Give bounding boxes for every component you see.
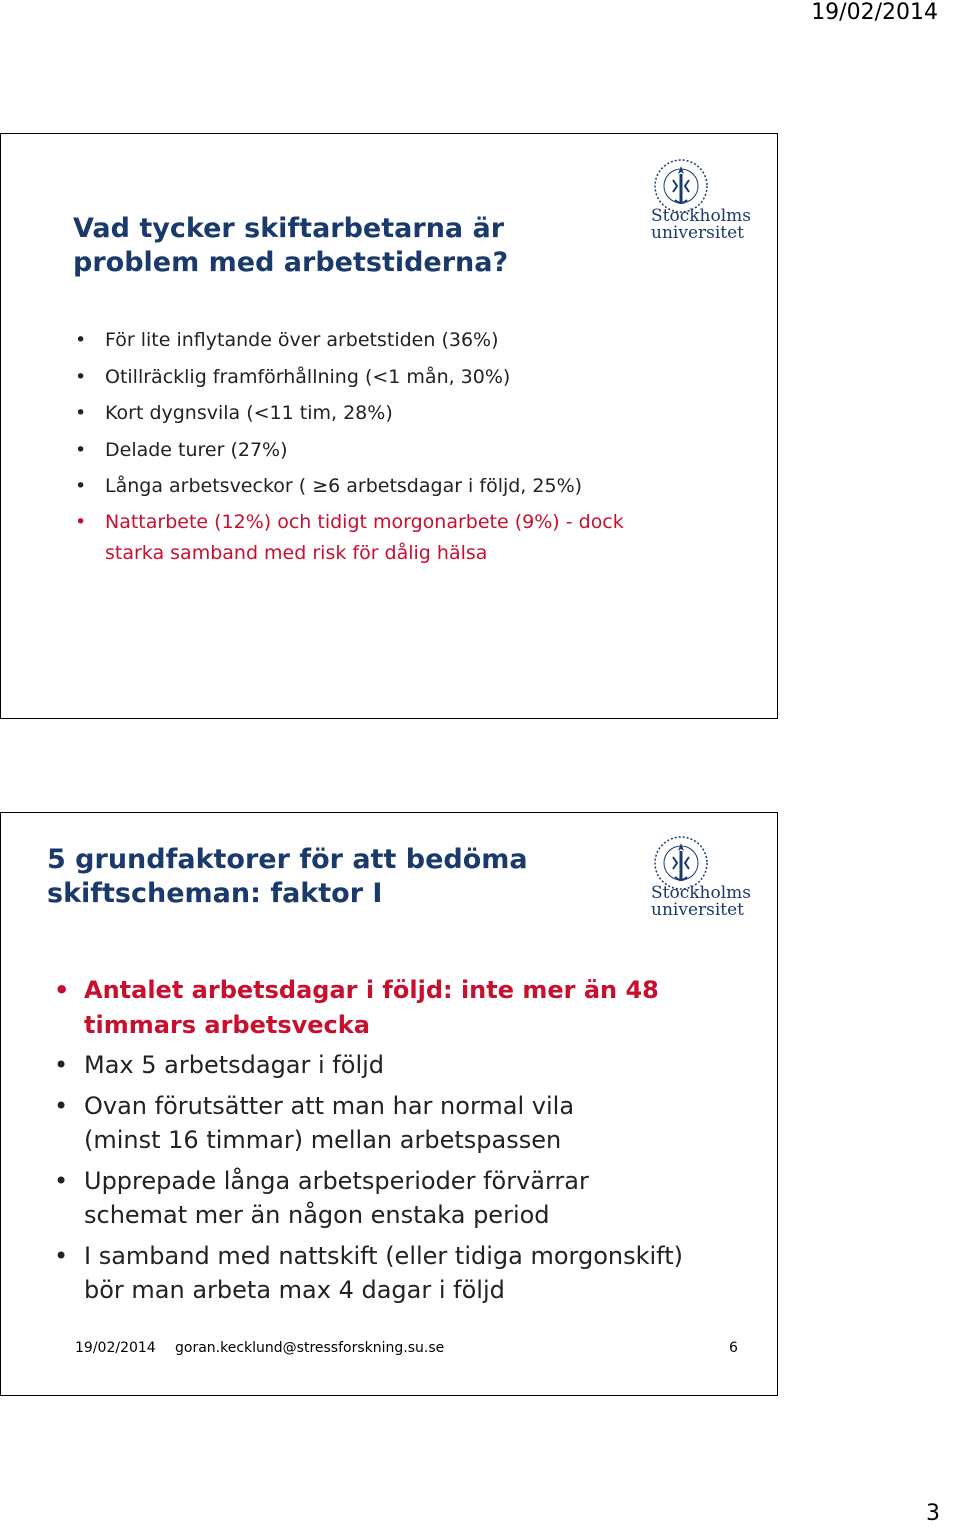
bullet-item: • Max 5 arbetsdagar i följd [84, 1048, 734, 1083]
bullet-item: • Kort dygnsvila (<11 tim, 28%) [105, 397, 725, 429]
page-number: 3 [926, 1501, 940, 1526]
footer-slide-number: 6 [729, 1340, 738, 1356]
bullet-item: • Upprepade långa arbetsperioder förvärrar schemat mer än någon enstaka period [84, 1164, 644, 1233]
bullet-list [105, 324, 725, 573]
university-logo [651, 156, 761, 246]
slide-title: 5 grundfaktorer för att bedöma skiftscheman: faktor I [47, 844, 528, 909]
page-date: 19/02/2014 [811, 0, 938, 25]
slide-title: Vad tycker skiftarbetarna är problem med arbetstiderna? [73, 213, 509, 278]
university-wordmark [651, 208, 751, 242]
bullet-item: • Ovan förutsätter att man har normal vila (minst 16 timmar) mellan arbetspassen [84, 1089, 644, 1158]
bullet-item: • Långa arbetsveckor ( ≥6 arbetsdagar i följd, 25%) [105, 470, 725, 502]
bullet-item: • För lite inflytande över arbetstiden (36%) [105, 324, 725, 356]
bullet-item: • Delade turer (27%) [105, 434, 725, 466]
footer-email: goran.kecklund@stressforskning.su.se [175, 1340, 445, 1356]
footer-date: 19/02/2014 [75, 1340, 156, 1356]
university-logo [651, 833, 761, 923]
bullet-item: • Otillräcklig framförhållning (<1 mån, 30%) [105, 361, 725, 393]
logo-line-2: universitet [651, 223, 745, 243]
logo-line-1: Stockholms [651, 206, 751, 226]
slide-1 [0, 133, 778, 719]
logo-line-2: universitet [651, 900, 745, 920]
university-wordmark [651, 885, 751, 919]
slide-2 [0, 812, 778, 1396]
bullet-item-highlight: • Antalet arbetsdagar i följd: inte mer än 48 timmars arbetsvecka [84, 973, 714, 1042]
logo-line-1: Stockholms [651, 883, 751, 903]
bullet-item-highlight: • Nattarbete (12%) och tidigt morgonarbete (9%) - dock starka samband med risk för dålig hälsa [105, 507, 665, 569]
bullet-list [84, 973, 734, 1314]
bullet-item: • I samband med nattskift (eller tidiga morgonskift) bör man arbeta max 4 dagar i följd [84, 1239, 684, 1308]
